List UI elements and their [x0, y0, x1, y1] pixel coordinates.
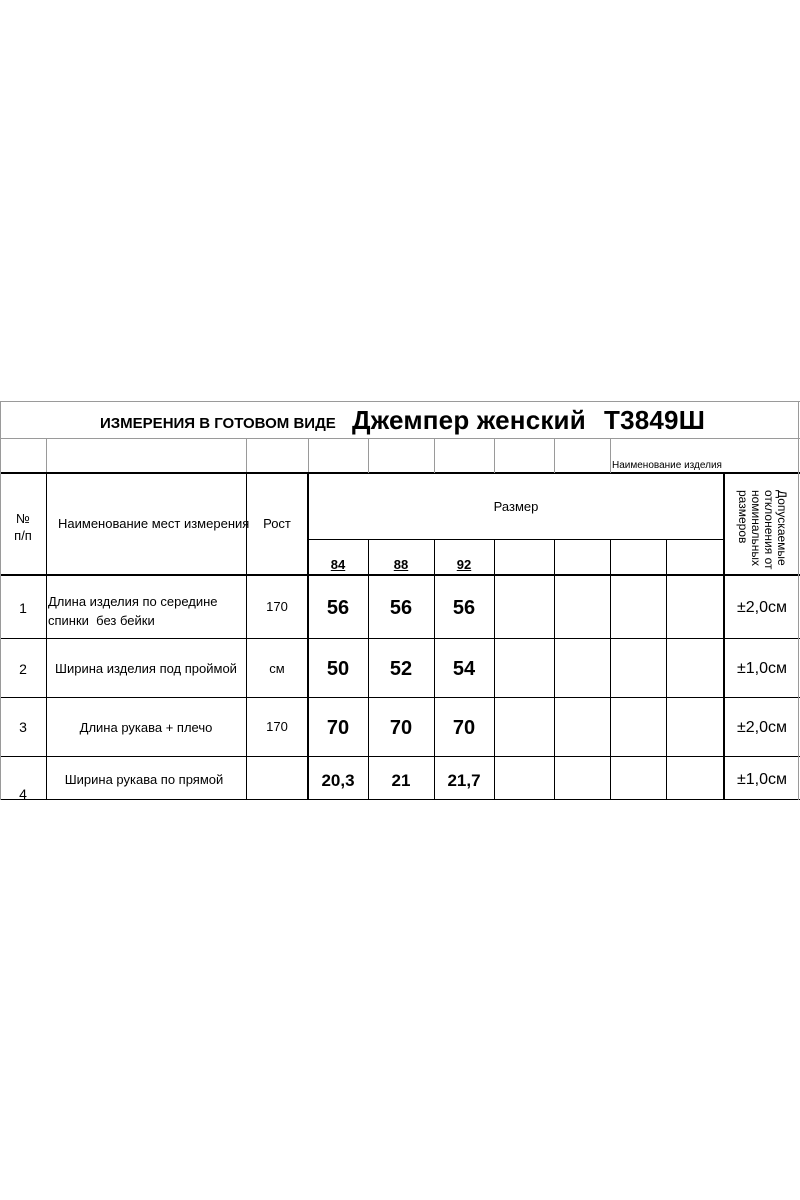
col-header-height: Рост [263, 516, 291, 531]
row-value: 20,3 [321, 771, 355, 790]
grid-line [0, 472, 800, 474]
grid-line [46, 472, 47, 799]
grid-line [554, 438, 555, 473]
col-header-num: № п/п [14, 511, 32, 543]
row-value: 70 [452, 717, 476, 739]
grid-line [0, 574, 800, 576]
product-name-caption: Наименование изделия [612, 460, 722, 471]
row-num: 3 [19, 719, 27, 735]
row-value: 56 [389, 597, 413, 619]
row-value: 50 [326, 658, 350, 680]
row-num: 1 [19, 600, 27, 616]
row-height: 170 [266, 599, 288, 614]
row-height: 170 [266, 719, 288, 734]
product-name: Джемпер женский [352, 405, 586, 435]
grid-line [0, 638, 800, 639]
row-num: 4 [19, 786, 27, 802]
row-value: 52 [389, 658, 413, 680]
row-tolerance: ±2,0см [736, 719, 788, 736]
col-header-tolerance: Допускаемые отклонения от номинальных размеров [736, 490, 789, 570]
grid-line [368, 438, 369, 473]
grid-line [0, 401, 800, 402]
grid-line [494, 438, 495, 473]
row-place: Ширина изделия под проймой [55, 661, 237, 676]
grid-line [0, 438, 800, 439]
sheet-caption: ИЗМЕРЕНИЯ В ГОТОВОМ ВИДЕ [100, 415, 336, 432]
grid-line [308, 539, 724, 540]
size-label: 88 [393, 557, 409, 572]
row-num: 2 [19, 661, 27, 677]
row-place: Ширина рукава по прямой [64, 772, 224, 787]
size-label: 92 [456, 557, 472, 572]
row-tolerance: ±1,0см [736, 660, 788, 677]
row-value: 21,7 [447, 771, 481, 790]
row-tolerance: ±1,0см [736, 771, 788, 788]
grid-line [798, 401, 799, 800]
col-header-size: Размер [493, 499, 539, 514]
grid-line [46, 438, 47, 473]
row-place: Длина рукава + плечо [79, 720, 213, 735]
grid-line [610, 539, 611, 799]
row-value: 54 [452, 658, 476, 680]
grid-line [434, 438, 435, 473]
row-height: см [269, 661, 285, 676]
row-value: 56 [326, 597, 350, 619]
col-header-place: Наименование мест измерения [58, 516, 250, 531]
grid-line [723, 472, 725, 799]
grid-line [494, 539, 495, 799]
row-value: 70 [389, 717, 413, 739]
row-value: 70 [326, 717, 350, 739]
row-place: Длина изделия по середине спинки без бейки [48, 594, 218, 628]
grid-line [554, 539, 555, 799]
size-label: 84 [330, 557, 346, 572]
grid-line [0, 697, 800, 698]
grid-line [0, 799, 800, 800]
grid-line [610, 438, 611, 473]
grid-line [307, 472, 309, 799]
row-tolerance: ±2,0см [736, 599, 788, 616]
grid-line [246, 438, 247, 473]
grid-line [308, 438, 309, 473]
grid-line [0, 401, 1, 800]
grid-line [0, 756, 800, 757]
grid-line [666, 539, 667, 799]
grid-line [434, 539, 435, 799]
row-value: 21 [391, 771, 411, 790]
product-article: Т3849Ш [604, 405, 706, 435]
row-value: 56 [452, 597, 476, 619]
grid-line [368, 539, 369, 799]
